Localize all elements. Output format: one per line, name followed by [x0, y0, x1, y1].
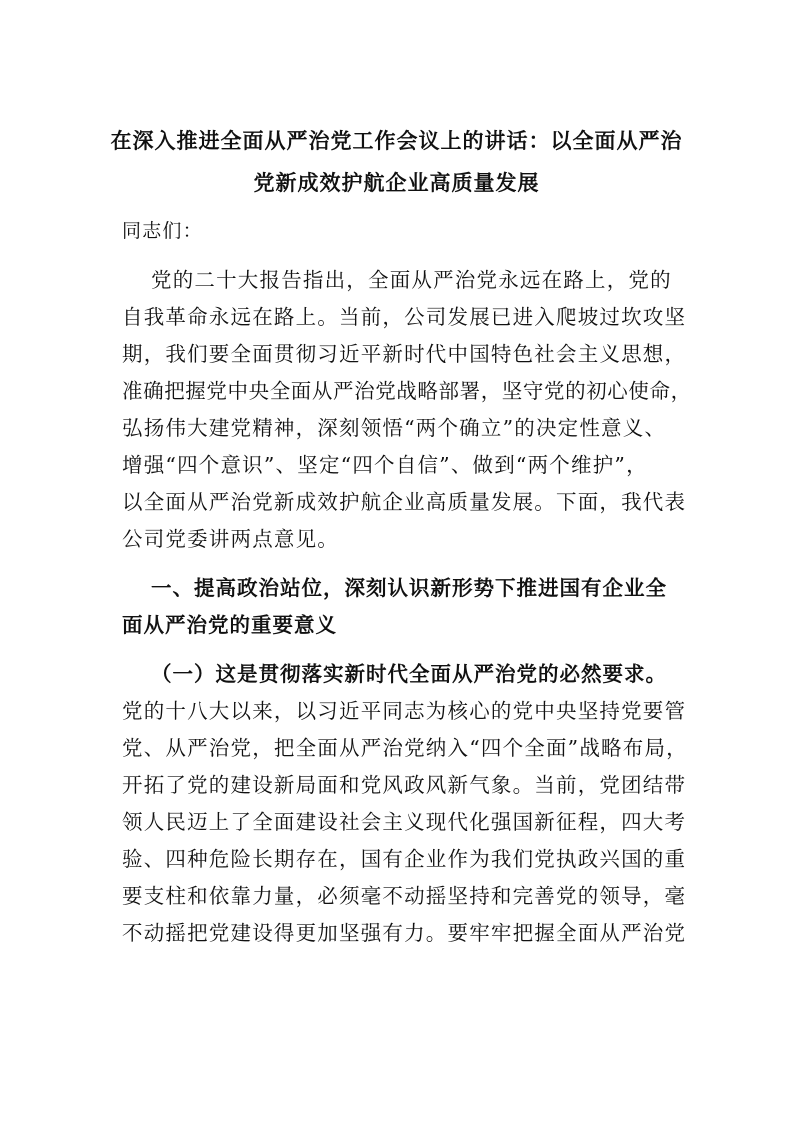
- paragraph-line: 验、四种危险长期存在，国有企业作为我们党执政兴国的重: [122, 847, 687, 871]
- paragraph-line: 自我革命永远在路上。当前，公司发展已进入爬坡过坎攻坚: [122, 305, 687, 329]
- paragraph-line: 弘扬伟大建党精神，深刻领悟“两个确立”的决定性意义、: [122, 416, 667, 440]
- title-line-2: 党新成效护航企业高质量发展: [253, 170, 540, 195]
- paragraph-line: 以全面从严治党新成效护航企业高质量发展。下面，我代表: [122, 490, 687, 514]
- paragraph-line: 准确把握党中央全面从严治党战略部署，坚守党的初心使命，: [122, 379, 692, 403]
- paragraph-line: 不动摇把党建设得更加坚强有力。要牢牢把握全面从严治党: [122, 921, 687, 945]
- title-line-1: 在深入推进全面从严治党工作会议上的讲话：以全面从严治: [110, 128, 683, 153]
- salutation: 同志们：: [122, 220, 203, 242]
- paragraph-line: 期，我们要全面贯彻习近平新时代中国特色社会主义思想，: [122, 342, 687, 366]
- paragraph-line: 增强“四个意识”、坚定“四个自信”、做到“两个维护”，: [122, 453, 648, 477]
- heading-line: 面从严治党的重要意义: [122, 613, 337, 637]
- paragraph-line: 开拓了党的建设新局面和党风政风新气象。当前，党团结带: [122, 773, 687, 797]
- paragraph-line: 领人民迈上了全面建设社会主义现代化强国新征程，四大考: [122, 810, 687, 834]
- paragraph-line: 党的二十大报告指出，全面从严治党永远在路上，党的: [151, 268, 672, 292]
- subsection-heading-1: （一）这是贯彻落实新时代全面从严治党的必然要求。: [151, 662, 667, 686]
- paragraph-line: 公司党委讲两点意见。: [122, 527, 339, 551]
- paragraph-line: 要支柱和依靠力量，必须毫不动摇坚持和完善党的领导，毫: [122, 884, 687, 908]
- heading-line: 一、提高政治站位，深刻认识新形势下推进国有企业全: [151, 576, 667, 600]
- document-title: [110, 120, 683, 204]
- paragraph-line: 党、从严治党，把全面从严治党纳入“四个全面”战略布局，: [122, 736, 688, 760]
- paragraph-line: 党的十八大以来，以习近平同志为核心的党中央坚持党要管: [122, 699, 687, 723]
